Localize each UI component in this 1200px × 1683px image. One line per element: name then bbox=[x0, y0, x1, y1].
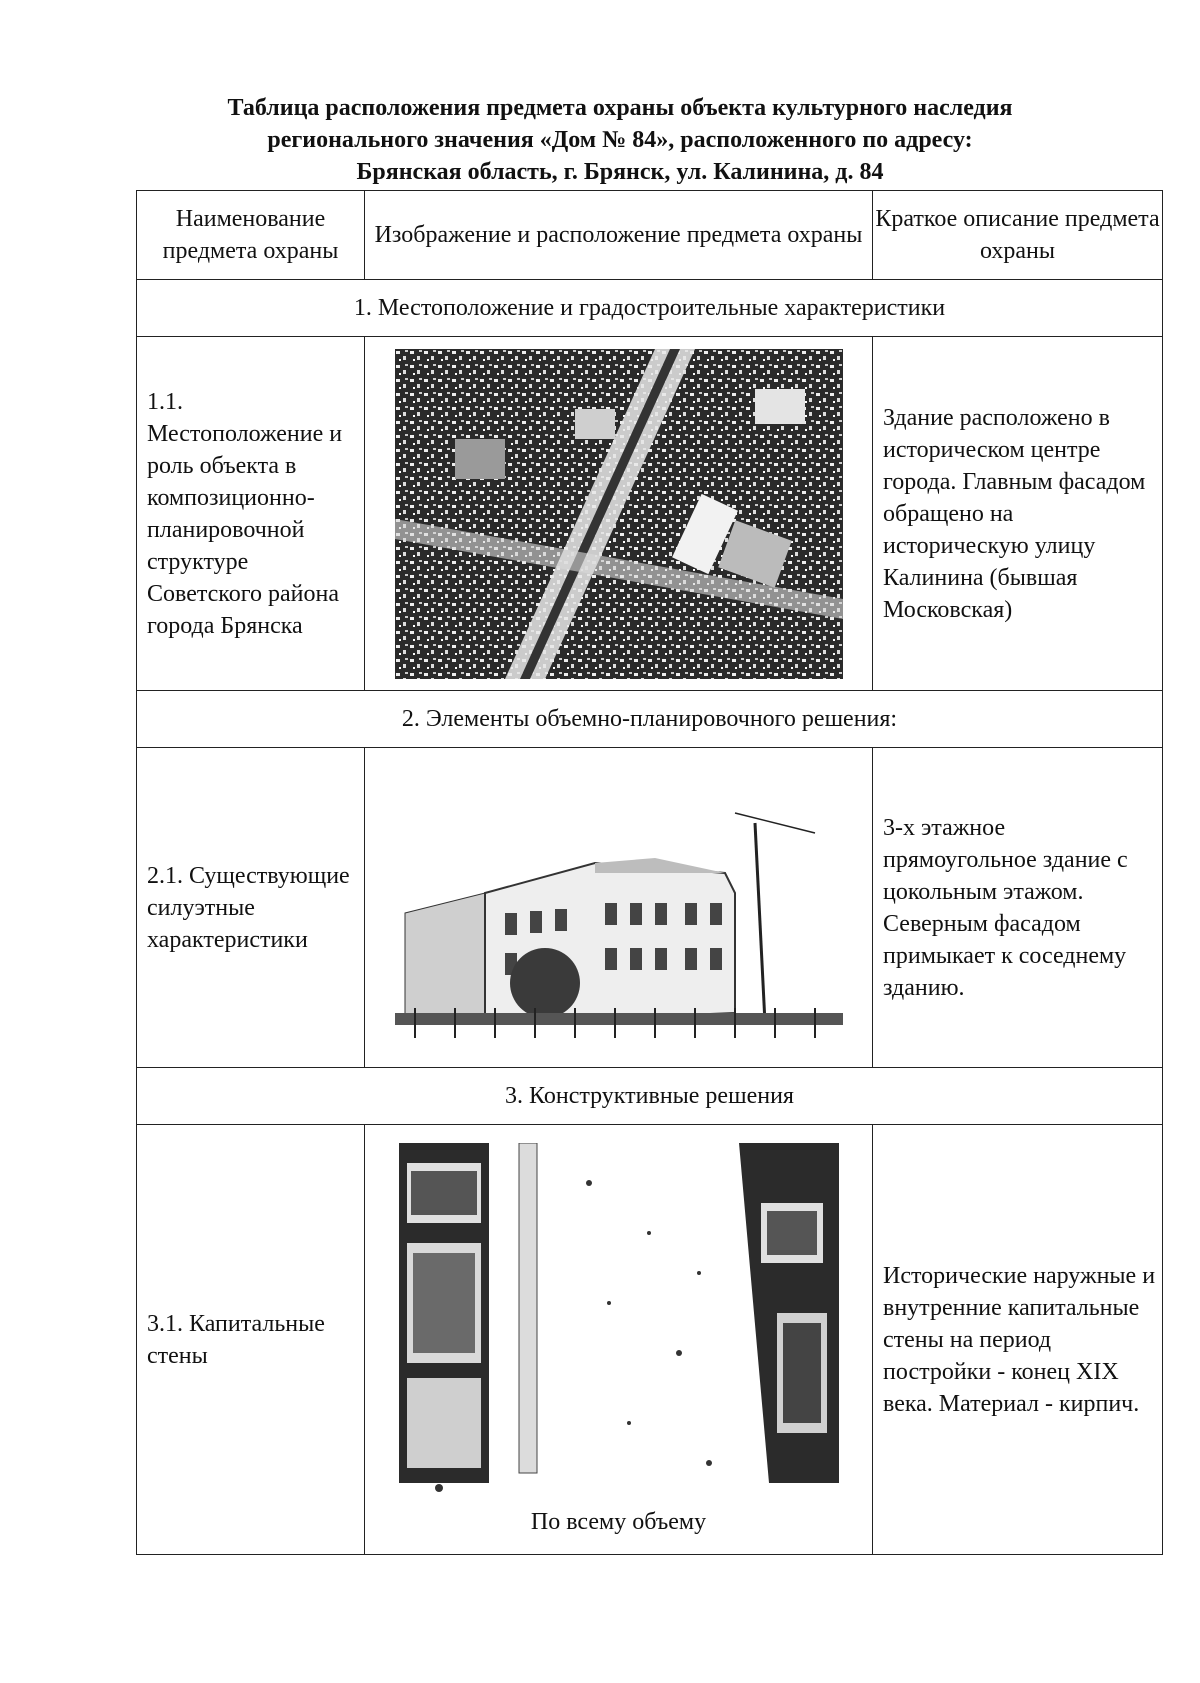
section-heading-2: 2. Элементы объемно-планировочного решения: bbox=[137, 691, 1163, 748]
header-name: Наименование предмета охраны bbox=[137, 191, 365, 280]
item-image-cell-1-1 bbox=[365, 337, 873, 691]
item-name-3-1: 3.1. Капитальные стены bbox=[137, 1125, 365, 1555]
building-photo-icon bbox=[395, 763, 843, 1053]
section-row-2 bbox=[137, 691, 1163, 748]
image-caption: По всему объему bbox=[530, 1508, 707, 1535]
section-heading-3: 3. Конструктивные решения bbox=[137, 1068, 1163, 1125]
document-title bbox=[120, 92, 1120, 188]
header-image: Изображение и расположение предмета охраны bbox=[365, 191, 873, 280]
item-image-cell-2-1 bbox=[365, 748, 873, 1068]
header-row bbox=[137, 191, 1163, 280]
header-description: Краткое описание предмета охраны bbox=[873, 191, 1163, 280]
item-name-1-1: 1.1. Местоположение и роль объекта в композиционно-планировочной структуре Советского района города Брянска bbox=[137, 337, 365, 691]
title-line-2: регионального значения «Дом № 84», расположенного по адресу: bbox=[267, 127, 973, 153]
item-image-cell-3-1 bbox=[365, 1125, 873, 1555]
wall-photo-icon bbox=[399, 1143, 839, 1503]
item-name-2-1: 2.1. Существующие силуэтные характеристики bbox=[137, 748, 365, 1068]
item-description-2-1: 3-х этажное прямоугольное здание с цокольным этажом. Северным фасадом примыкает к соседнему зданию. bbox=[873, 748, 1163, 1068]
section-row-3 bbox=[137, 1068, 1163, 1125]
table-row bbox=[137, 1125, 1163, 1555]
section-heading-1: 1. Местоположение и градостроительные характеристики bbox=[137, 280, 1163, 337]
section-row-1 bbox=[137, 280, 1163, 337]
protection-table bbox=[136, 190, 1163, 1555]
title-line-1: Таблица расположения предмета охраны объекта культурного наследия bbox=[227, 95, 1013, 121]
item-description-1-1: Здание расположено в историческом центре города. Главным фасадом обращено на историческую улицу Калинина (бывшая Московская) bbox=[873, 337, 1163, 691]
table-row bbox=[137, 748, 1163, 1068]
item-description-3-1: Исторические наружные и внутренние капитальные стены на период постройки - конец XIX века. Материал - кирпич. bbox=[873, 1125, 1163, 1555]
title-line-3: Брянская область, г. Брянск, ул. Калинина, д. 84 bbox=[356, 159, 884, 185]
aerial-photo-icon bbox=[395, 349, 843, 679]
table-row bbox=[137, 337, 1163, 691]
